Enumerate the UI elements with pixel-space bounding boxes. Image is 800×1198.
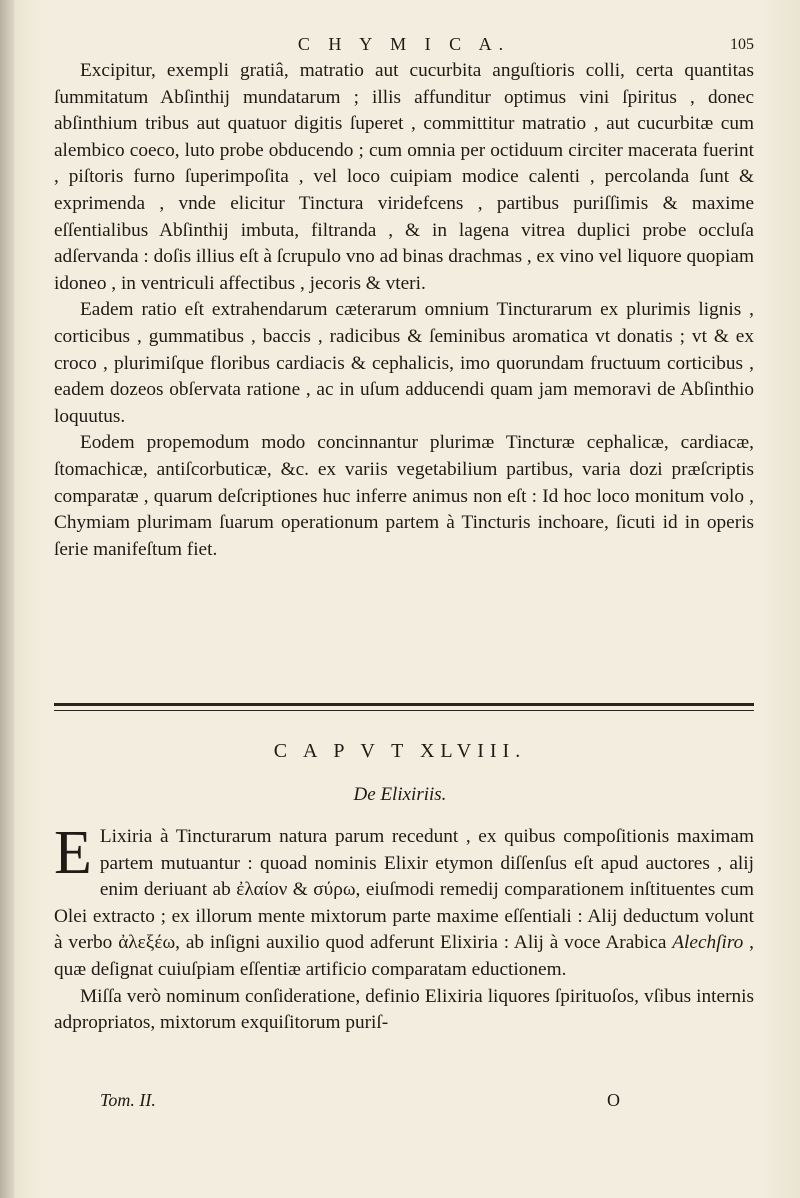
signature-mark: O xyxy=(607,1090,620,1110)
chapter-text-e: , quæ deſignat cuiuſpiam eſſentiæ artificio comparatam eductionem. xyxy=(54,932,754,980)
running-head: C H Y M I C A. xyxy=(297,34,511,54)
chapter-text-b: & xyxy=(287,879,314,901)
paragraph-3: Eodem propemodum modo concinnantur plurimæ Tincturæ cephalicæ, cardiacæ, ſtomachicæ, antiſcorbuticæ, &c. ex variis vegetabilium partibus, varia dozi præſcriptis comparatæ , quarum deſcriptiones huc inferre animus non eſt : Id hoc loco monitum volo , Chymiam plurimam ſuarum operationum partem à Tincturis inchoare, ſicuti id in operis ſerie manifeſtum fiet. xyxy=(54,432,754,560)
chapter-text-d: , ab inſigni auxilio quod adferunt Elixiria : Alij à voce Arabica xyxy=(175,932,673,954)
drop-cap: E xyxy=(54,819,92,887)
page-header xyxy=(54,34,754,60)
paragraph-1: Excipitur, exempli gratiâ, matratio aut cucurbita anguſtioris colli, certa quantitas ſummitatum Abſinthij mundatarum ; illis affunditur optimus vini ſpiritus , donec abſinthium tribus aut quatuor digitis ſuperet , committitur matratio , aut cucurbitæ cum alembico coeco, luto probe obducendo ; cum omnia per octiduum circiter macerata fuerint , piſtoris furno ſuperimpoſita , vel loco cuipiam modice calenti , percolanda ſunt & exprimenda , vnde elicitur Tinctura viridefcens , partibus puriſſimis & maxime eſſentialibus Abſinthij imbuta, filtranda , & in lagena vitrea duplici probe occluſa adſervanda : doſis illius eſt à ſcrupulo vno ad binas drachmas , ex vino vel liquore quopiam idoneo , in ventriculi affectibus , jecoris & vteri. xyxy=(54,60,754,294)
chapter-subtitle: De Elixiriis. xyxy=(353,784,447,805)
section-divider-rule xyxy=(54,703,754,711)
volume-mark: Tom. II. xyxy=(100,1090,156,1110)
page-number: 105 xyxy=(730,36,754,53)
greek-word-3: ἀλεξέω xyxy=(118,932,176,954)
chapter-text-c: , eiuſmodi remedij comparationem inſtituentes cum Olei extracto ; ex illorum mente mixtorum parte maxime eſſentiali : Alij deductum volunt à verbo xyxy=(54,879,754,954)
page-footer xyxy=(100,1090,620,1116)
chapter-text-a: Lixiria à Tincturarum natura parum recedunt , ex quibus compoſitionis maximam partem mutuantur : quoad nominis Elixir etymon diſſenſus eſt apud auctores , alij enim deriuant ab xyxy=(99,826,754,901)
chapter-title: C A P V T XLVIII. xyxy=(273,740,527,762)
greek-word-2: σύρω xyxy=(313,879,356,901)
chapter-paragraph-2: Miſſa verò nominum conſideratione, definio Elixiria liquores ſpirituoſos, vſibus internis adpropriatos, mixtorum exquiſitorum puriſ- xyxy=(54,985,754,1034)
greek-word-1: ἐλαίον xyxy=(236,879,288,901)
section-body xyxy=(54,58,754,563)
page-binding-shadow xyxy=(0,0,14,1198)
chapter-body xyxy=(54,819,754,1037)
paragraph-2: Eadem ratio eſt extrahendarum cæterarum omnium Tincturarum ex plurimis lignis , corticibus , gummatibus , baccis , radicibus & ſeminibus aromatica vt donatis ; vt & ex croco , plurimiſque floribus cardiacis & cephalicis, imo quorundam fructuum corticibus , eadem dozeos obſervata ratione , ac in uſum adducendi quam jam memoravi de Abſinthio loquutus. xyxy=(54,299,754,427)
chapter-paragraph-1 xyxy=(54,819,754,984)
arabic-word: Alechſiro xyxy=(672,932,744,954)
